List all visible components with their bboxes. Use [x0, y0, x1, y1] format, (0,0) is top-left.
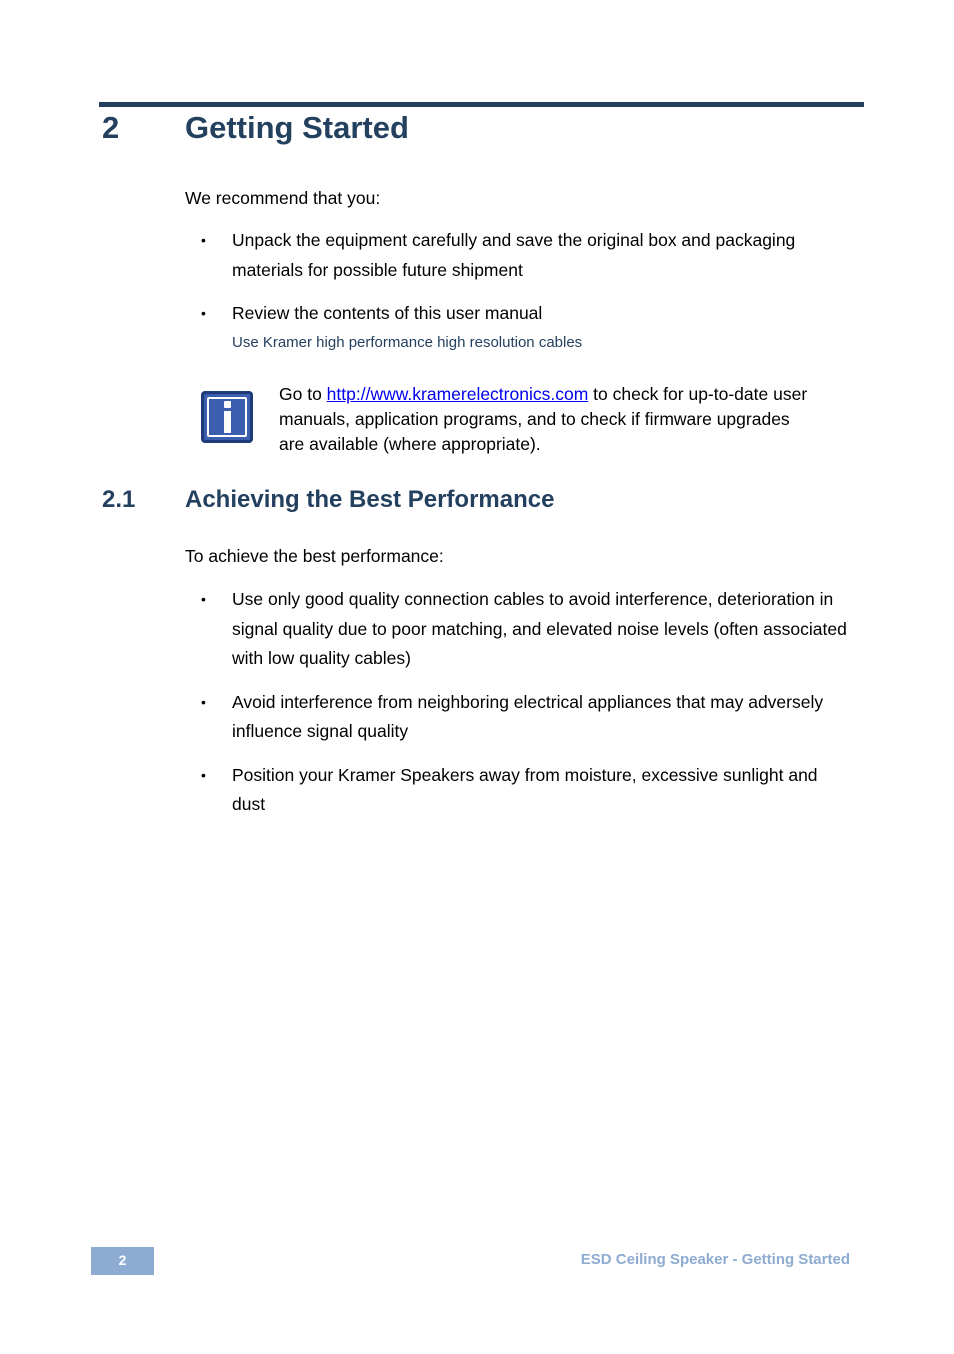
performance-list: [185, 585, 855, 820]
list-item-text: Position your Kramer Speakers away from moisture, excessive sunlight and dust: [232, 764, 818, 814]
bullet-icon: •: [201, 766, 206, 783]
list-item-text: Unpack the equipment carefully and save the original box and packaging materials for possible future shipment: [232, 230, 796, 280]
bullet-icon: •: [201, 693, 206, 710]
intro-text: We recommend that you:: [185, 188, 381, 208]
section-number: 2.1: [102, 486, 136, 513]
list-item: [185, 226, 855, 285]
chapter-number: 2: [102, 110, 120, 145]
section-title: Achieving the Best Performance: [185, 486, 555, 513]
list-item-text: Review the contents of this user manual: [232, 303, 543, 323]
bullet-icon: •: [201, 305, 206, 321]
page-number: 2: [91, 1247, 154, 1275]
list-item-text: Use only good quality connection cables to avoid interference, deterioration in signal quality due to poor matching, and elevated noise levels (often associated with low quality cables): [232, 589, 847, 668]
kramer-website-link[interactable]: http://www.kramerelectronics.com: [326, 384, 589, 404]
info-prefix: Go to: [279, 384, 327, 404]
bullet-icon: •: [201, 591, 206, 607]
list-item-text: Avoid interference from neighboring electrical appliances that may adversely influence signal quality: [232, 691, 824, 741]
footer-title: ESD Ceiling Speaker - Getting Started: [580, 1251, 850, 1268]
bullet-icon: •: [201, 232, 206, 248]
note-line: Use Kramer high performance high resolution cables: [232, 334, 583, 351]
chapter-title: Getting Started: [185, 110, 409, 145]
list-item: [185, 761, 855, 820]
chapter-top-rule: [99, 102, 864, 107]
list-item: [185, 585, 855, 674]
list-item: [185, 688, 855, 747]
recommend-list: [185, 226, 855, 329]
info-text: [279, 382, 819, 457]
section-intro-text: To achieve the best performance:: [185, 546, 444, 566]
list-item: [185, 299, 855, 329]
info-suffix: to check for up-to-date user manuals, application programs, and to check if firmware upgrades are available (where appropriate).: [279, 384, 808, 454]
info-icon: [201, 391, 253, 443]
